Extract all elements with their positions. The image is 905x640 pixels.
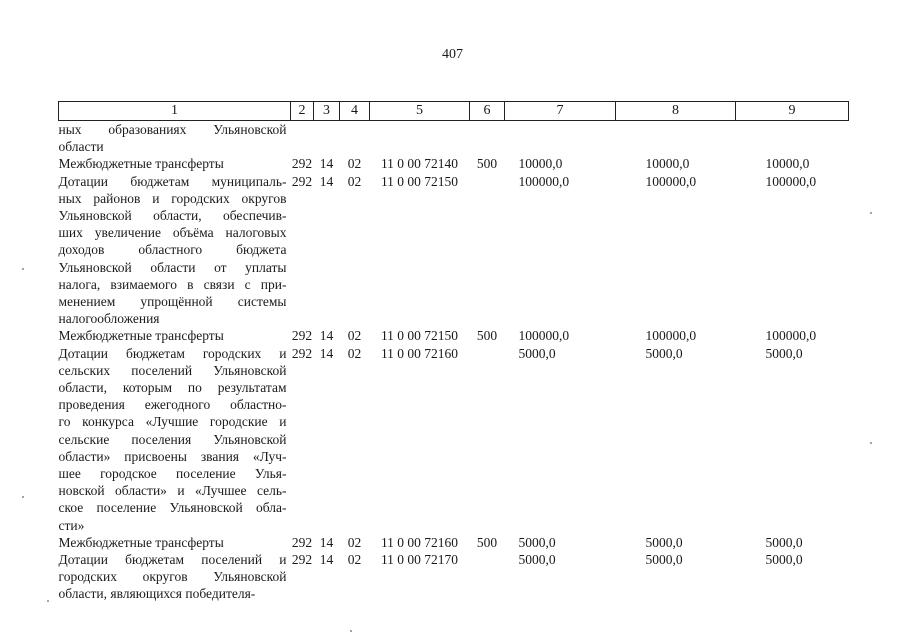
scan-speck <box>870 442 872 444</box>
row-name-line: налогообложения <box>58 311 160 327</box>
row-name-line: ское поселение Ульяновской обла- <box>58 500 287 516</box>
table-body <box>59 121 849 603</box>
row-name <box>59 551 291 603</box>
row-name-line: городских округов Ульяновской <box>58 569 287 585</box>
table-row <box>59 551 849 603</box>
row-name <box>59 155 291 172</box>
cell-col-5: 11 0 00 72150 <box>380 173 459 189</box>
row-name <box>59 327 291 344</box>
cell-col-3: 14 <box>319 552 334 568</box>
cell-col-6 <box>470 173 505 328</box>
row-name-line: Межбюджетные трансферты <box>58 534 224 550</box>
cell-col-9: 100000,0 <box>765 328 817 344</box>
table-row <box>59 345 849 534</box>
cell-col-8: 5000,0 <box>645 534 683 550</box>
cell-col-2: 292 <box>291 534 313 550</box>
cell-col-2 <box>291 121 314 156</box>
cell-col-8: 5000,0 <box>645 345 683 361</box>
cell-col-2: 292 <box>291 328 313 344</box>
row-name-line: шее городское поселение Улья- <box>58 466 287 482</box>
cell-col-6 <box>470 551 505 603</box>
cell-col-3 <box>314 121 340 156</box>
row-name <box>59 173 291 328</box>
cell-col-5: 11 0 00 72160 <box>380 345 459 361</box>
cell-col-8: 5000,0 <box>645 552 683 568</box>
cell-col-8: 10000,0 <box>645 156 690 172</box>
cell-col-7 <box>505 121 616 156</box>
table-row <box>59 121 849 156</box>
column-header-6: 6 <box>470 102 505 121</box>
row-name-line: проведения ежегодного областно- <box>58 397 287 413</box>
row-name-line: Дотации бюджетам городских и <box>58 345 287 361</box>
scan-speck <box>870 212 872 214</box>
cell-col-4: 02 <box>347 534 362 550</box>
cell-col-6 <box>470 121 505 156</box>
row-name-line: Ульяновской области, обеспечив- <box>58 208 287 224</box>
table-row <box>59 155 849 172</box>
cell-col-7: 10000,0 <box>518 156 563 172</box>
cell-col-9: 10000,0 <box>765 156 810 172</box>
budget-table <box>58 101 849 603</box>
row-name-line: ных образованиях Ульяновской <box>58 122 287 137</box>
row-name-line: сельских поселений Ульяновской <box>58 362 287 378</box>
row-name-line: менением упрощённой системы <box>58 294 287 310</box>
cell-col-3: 14 <box>319 534 334 550</box>
cell-col-3: 14 <box>319 328 334 344</box>
row-name-line: области» присвоены звания «Луч- <box>58 448 287 464</box>
row-name-line: налога, взимаемого в связи с при- <box>58 276 287 292</box>
cell-col-4: 02 <box>347 173 362 189</box>
row-name-line: Межбюджетные трансферты <box>58 328 224 344</box>
row-name <box>59 345 291 534</box>
row-name-line: новской области» и «Лучшее сель- <box>58 483 287 499</box>
column-header-4: 4 <box>340 102 370 121</box>
column-header-9: 9 <box>736 102 849 121</box>
cell-col-7: 5000,0 <box>518 534 556 550</box>
cell-col-6: 500 <box>476 156 498 172</box>
cell-col-6 <box>470 345 505 534</box>
cell-col-7: 100000,0 <box>518 328 570 344</box>
scan-speck <box>350 630 352 632</box>
cell-col-4: 02 <box>347 156 362 172</box>
cell-col-3: 14 <box>319 345 334 361</box>
cell-col-7: 5000,0 <box>518 552 556 568</box>
cell-col-7: 100000,0 <box>518 173 570 189</box>
cell-col-8: 100000,0 <box>645 328 697 344</box>
scan-speck <box>47 600 49 602</box>
cell-col-4: 02 <box>347 328 362 344</box>
cell-col-9 <box>736 121 849 156</box>
cell-col-2: 292 <box>291 552 313 568</box>
cell-col-8: 100000,0 <box>645 173 697 189</box>
header-row <box>59 102 849 121</box>
cell-col-5: 11 0 00 72170 <box>380 552 459 568</box>
cell-col-4 <box>340 121 370 156</box>
scan-speck <box>22 268 24 270</box>
column-header-2: 2 <box>291 102 314 121</box>
column-header-3: 3 <box>314 102 340 121</box>
row-name-line: ших увеличение объёма налоговых <box>58 225 287 241</box>
row-name-line: области <box>58 139 104 155</box>
cell-col-3: 14 <box>319 156 334 172</box>
table-row <box>59 534 849 551</box>
cell-col-8 <box>616 121 736 156</box>
row-name-line: области, которым по результатам <box>58 380 287 396</box>
cell-col-3: 14 <box>319 173 334 189</box>
cell-col-5 <box>370 121 470 156</box>
table-row <box>59 173 849 328</box>
row-name-line: сельские поселения Ульяновской <box>58 431 287 447</box>
cell-col-9: 5000,0 <box>765 345 803 361</box>
page-number: 407 <box>442 47 463 62</box>
cell-col-6: 500 <box>476 534 498 550</box>
column-header-7: 7 <box>505 102 616 121</box>
row-name-line: сти» <box>58 517 85 533</box>
cell-col-5: 11 0 00 72150 <box>380 328 459 344</box>
column-header-5: 5 <box>370 102 470 121</box>
cell-col-6: 500 <box>476 328 498 344</box>
cell-col-7: 5000,0 <box>518 345 556 361</box>
row-name-line: области, являющихся победителя- <box>58 586 256 602</box>
column-header-8: 8 <box>616 102 736 121</box>
cell-col-2: 292 <box>291 345 313 361</box>
cell-col-4: 02 <box>347 552 362 568</box>
column-header-1: 1 <box>59 102 291 121</box>
row-name-line: ных районов и городских округов <box>58 190 287 206</box>
scan-speck <box>22 496 24 498</box>
cell-col-2: 292 <box>291 156 313 172</box>
cell-col-4: 02 <box>347 345 362 361</box>
cell-col-9: 5000,0 <box>765 534 803 550</box>
row-name <box>59 534 291 551</box>
row-name-line: Дотации бюджетам поселений и <box>58 552 287 568</box>
cell-col-5: 11 0 00 72140 <box>380 156 459 172</box>
row-name <box>59 121 291 156</box>
cell-col-2: 292 <box>291 173 313 189</box>
row-name-line: Ульяновской области от уплаты <box>58 259 287 275</box>
row-name-line: Межбюджетные трансферты <box>58 156 224 172</box>
cell-col-9: 5000,0 <box>765 552 803 568</box>
cell-col-9: 100000,0 <box>765 173 817 189</box>
table-row <box>59 327 849 344</box>
row-name-line: Дотации бюджетам муниципаль- <box>58 173 287 189</box>
row-name-line: го конкурса «Лучшие городские и <box>58 414 287 430</box>
row-name-line: доходов областного бюджета <box>58 242 287 258</box>
cell-col-5: 11 0 00 72160 <box>380 534 459 550</box>
